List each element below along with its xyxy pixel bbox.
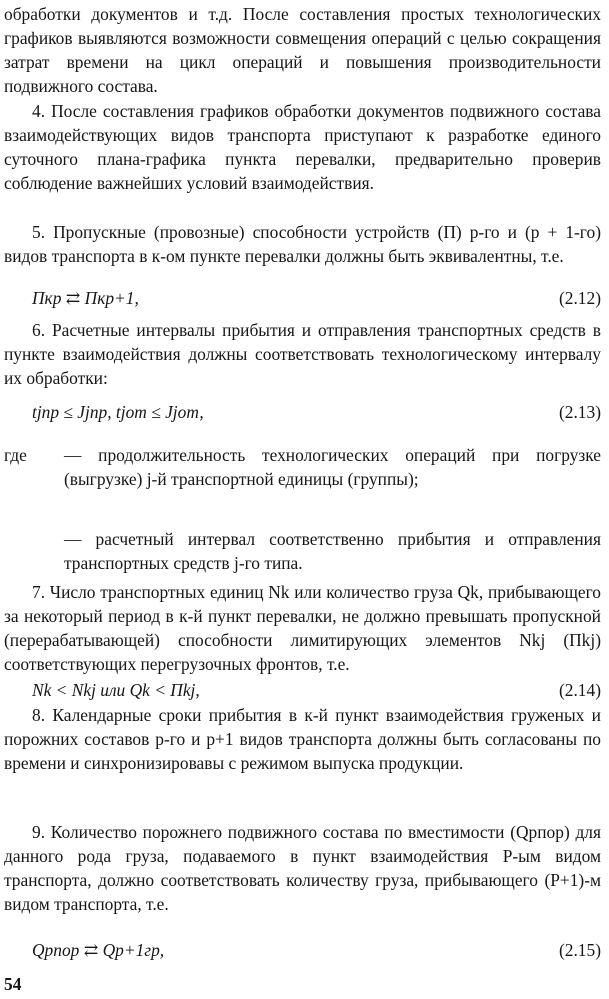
equation-number-2-14: (2.14) <box>558 680 601 700</box>
equation-number-2-15: (2.15) <box>558 940 601 960</box>
paragraph-8: 8. Календарные сроки прибытия в к-й пункт взаимодействия груженых и порожних составов p-го и p+1 видов транспорта должны быть согласованы по времени и синхронизировавы с режимом выпуска продукции. <box>4 705 601 774</box>
formula-2-14-expr: Nk < Nkj или Qk < Пkj, <box>32 680 200 700</box>
formula-2-14 <box>32 678 601 704</box>
formula-2-12 <box>32 286 601 312</box>
formula-2-15 <box>32 938 601 964</box>
equation-number-2-12: (2.12) <box>558 288 601 308</box>
paragraph-5: 5. Пропускные (провозные) способности устройств (П) р-го и (р + 1-го) видов транспорта в к-ом пункте перевалки должны быть эквивалентны, т.е. <box>4 222 601 267</box>
paragraph-9: 9. Количество порожнего подвижного состава по вместимости (Qpпор) для данного рода груза, подаваемого в пункт взаимодействия P-ым видом транспорта, должно соответствовать количеству груза, прибывающего (P+1)-м видом транспорта, т.е. <box>4 822 601 915</box>
formula-2-13-expr: tjпр ≤ Jjпр, tjот ≤ Jjот, <box>32 402 204 422</box>
page-number: 54 <box>4 974 22 994</box>
where-label: где <box>4 445 27 465</box>
paragraph-6: 6. Расчетные интервалы прибытия и отправления транспортных средств в пункте взаимодействия должны соответствовать технологическому интервалу их обработки: <box>4 320 601 389</box>
equation-number-2-13: (2.13) <box>558 402 601 422</box>
paragraph-7: 7. Число транспортных единиц Nk или количество груза Qk, прибывающего за некоторый период в к-й пункт перевалки, не должно превышать пропускной (перерабатывающей) способности лимитирующих элементов Nkj (Пkj) соответствующих перегрузочных фронтов, т.е. <box>4 582 601 675</box>
formula-2-12-expr: Пкр ⇄ Пкр+1, <box>32 288 139 308</box>
formula-2-15-expr: Qpпор ⇄ Qp+1гр, <box>32 940 165 960</box>
where-definition-text-2: — расчетный интервал соответственно прибытия и отправления транспортных средств j-го типа. <box>64 529 601 574</box>
where-definition-text-1: — продолжительность технологических операций при погрузке (выгрузке) j-й транспортной единицы (группы); <box>64 445 601 490</box>
formula-2-13 <box>32 400 601 426</box>
paragraph-intro: обработки документов и т.д. После составления простых технологических графиков выявляются возможности совмещения операций с целью сокращения затрат времени на цикл операций и повышения производительности подвижного состава. <box>4 4 601 97</box>
paragraph-4: 4. После составления графиков обработки документов подвижного состава взаимодействующих видов транспорта приступают к разработке единого суточного плана-графика пункта перевалки, предварительно проверив соблюдение важнейших условий взаимодействия. <box>4 101 601 194</box>
